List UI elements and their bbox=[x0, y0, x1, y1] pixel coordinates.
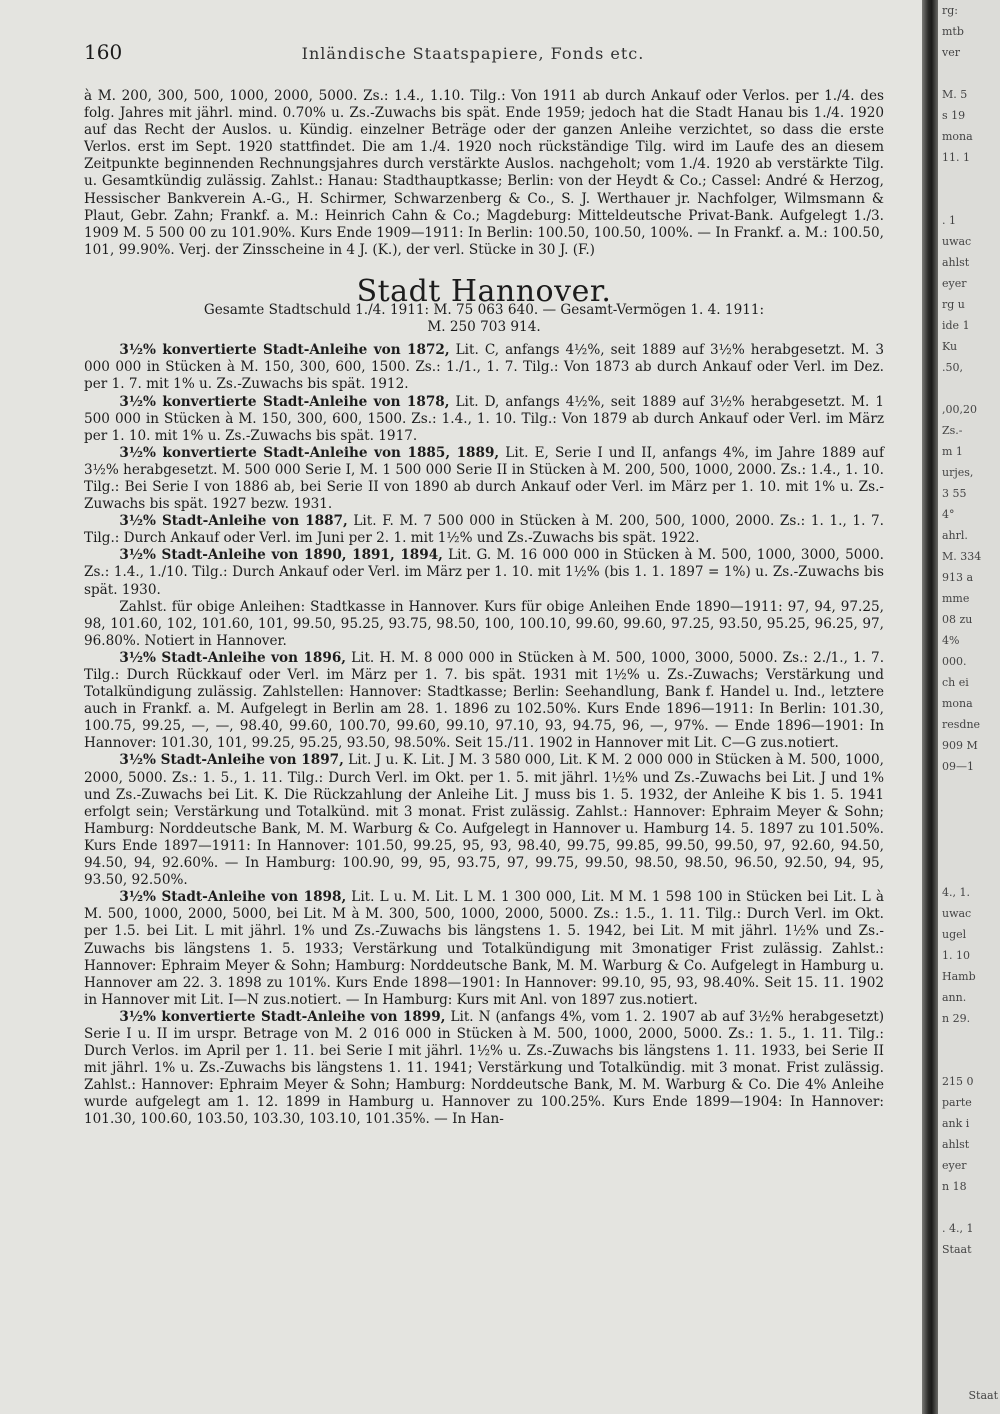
facing-page-fragment: ch ei bbox=[942, 676, 969, 689]
facing-page-fragment: ahlst bbox=[942, 256, 970, 269]
facing-page-fragment: mtb bbox=[942, 25, 964, 38]
running-head: Inländische Staatspapiere, Fonds etc. bbox=[301, 44, 645, 63]
facing-page-fragment bbox=[938, 1050, 1000, 1071]
bond-entry bbox=[84, 513, 884, 547]
facing-page-fragment: M. 334 bbox=[942, 550, 982, 563]
facing-page-fragment: n 29. bbox=[942, 1012, 971, 1025]
facing-page-fragment: rg: bbox=[942, 4, 959, 17]
bond-entry bbox=[84, 394, 884, 445]
facing-page-fragment: ide 1 bbox=[942, 319, 970, 332]
page-header bbox=[84, 40, 862, 68]
facing-page-fragment bbox=[938, 378, 1000, 399]
facing-page-fragment: 08 zu bbox=[942, 613, 973, 626]
bond-entry-body: Lit. L u. M. Lit. L M. 1 300 000, Lit. M M. 1 598 100 in Stücken bei Lit. L à M. 500, 1000, 2000, 5000, bei Lit. M à M. 300, 500, 1000, 2000, 5000. Zs.: 1.5., 1. 11. Tilg.: Durch Verl. im Okt. per 1.5. bei Lit. L mit jährl. 1% und Zs.-Zuwachs bis längstens 1. 5. 1942, bei Lit. M mit jährl. 1½% und Zs.-Zuwachs bis längstens 1. 5. 1933; Verstärkung und Totalkündigung mit 3monatiger Frist zulässig. Zahlst.: Hannover: Ephraim Meyer & Sohn; Hamburg: Norddeutsche Bank, M. M. Warburg & Co. Aufgelegt in Hamburg u. Hannover am 22. 3. 1898 zu 101%. Kurs Ende 1898—1901: In Hannover: 99.10, 95, 93, 98.40%. Seit 15. 11. 1902 in Hannover mit Lit. I—N zus.notiert. — In Hamburg: Kurs mit Anl. von 1897 zus.notiert. bbox=[84, 889, 885, 1008]
bond-entry-body: Lit. N (anfangs 4%, vom 1. 2. 1907 ab auf 3½% herabgesetzt) Serie I u. II im urspr. Betrage von M. 2 016 000 in Stücken à M. 500, 1000, 2000, 5000. Zs.: 1. 5., 1. 11. Tilg.: Durch Verlos. im April per 1. 11. bei Serie I mit jährl. 1½% u. Zs.-Zuwachs bis längstens 1. 11. 1933, bei Serie II mit jährl. 1% u. Zs.-Zuwachs bis längstens 1. 11. 1941; Verstärkung und Totalkündig. mit 3 monat. Frist zulässig. Zahlst.: Hannover: Ephraim Meyer & Sohn; Hamburg: Norddeutsche Bank, M. M. Warburg & Co. Die 4% Anleihe wurde aufgelegt am 1. 12. 1899 in Hamburg u. Hannover zu 100.25%. Kurs Ende 1899—1904: In Hannover: 101.30, 100.60, 103.50, 103.30, 103.10, 101.35%. — In Han- bbox=[84, 1008, 884, 1128]
facing-page-fragment: 000. bbox=[942, 655, 967, 668]
intro-paragraph: à M. 200, 300, 500, 1000, 2000, 5000. Zs.: 1.4., 1.10. Tilg.: Von 1911 ab durch Ankauf oder Verlos. per 1./4. des folg. Jahres mit jährl. mind. 0.70% u. Zs.-Zuwachs bis spät. Ende 1959; jedoch hat die Stadt Hanau bis 1./4. 1920 auf das Recht der Auslos. u. Kündig. einzelner Beträge oder der ganzen Anleihe verzichtet, so dass die erste Verlos. erst im Sept. 1920 stattfindet. Die am 1./4. 1920 noch rückständige Tilg. wird im Laufe des an diesem Zeitpunkte beginnenden Rechnungsjahres durch verstärkte Auslos. nachgeholt; vom 1./4. 1920 ab verstärkte Tilg. u. Gesamtkündig zulässig. Zahlst.: Hanau: Stadthauptkasse; Berlin: von der Heydt & Co.; Cassel: André & Herzog, Hessischer Bankverein A.-G., H. Schirmer, Schwarzenberg & Co., S. J. Werthauer jr. Nachfolger, Wilmsmann & Plaut, Gebr. Zahn; Frankf. a. M.: Heinrich Cahn & Co.; Magdeburg: Mitteldeutsche Privat-Bank. Aufgelegt 1./3. 1909 M. 5 500 00 zu 101.90%. Kurs Ende 1909—1911: In Berlin: 100.50, 100.50, 100%. — In Frankf. a. M.: 100.50, 101, 99.90%. Verj. der Zinsscheine in 4 J. (K.), der verl. Stücke in 30 J. (F.) bbox=[84, 88, 884, 258]
facing-page-fragment: rg u bbox=[942, 298, 965, 311]
facing-page-fragment: parte bbox=[942, 1096, 972, 1109]
bond-entry-heading: 3½% konvertierte Stadt-Anleihe von 1872, bbox=[119, 342, 450, 359]
facing-page-fragment: Staat bbox=[942, 1243, 972, 1256]
facing-page-fragment: m 1 bbox=[942, 445, 963, 458]
section-title: Stadt Hannover. bbox=[356, 273, 612, 309]
bond-entry-heading: 3½% Stadt-Anleihe von 1897, bbox=[119, 752, 344, 769]
bond-entry-body: Zahlst. für obige Anleihen: Stadtkasse in Hannover. Kurs für obige Anleihen Ende 1890—1911: 97, 94, 97.25, 98, 101.60, 102, 101.60, 101, 99.50, 95.25, 93.75, 98.50, 100, 100.10, 99.60, 99.60, 97.25, 93.50, 95.25, 96.25, 97, 96.80%. Notiert in Hannover. bbox=[84, 598, 884, 649]
facing-page-fragment: ann. bbox=[942, 991, 967, 1004]
facing-page-fragment: ugel bbox=[942, 928, 967, 941]
facing-page-fragment: . 4., 1 bbox=[942, 1222, 974, 1235]
facing-page-fragment bbox=[938, 861, 1000, 882]
bond-entries bbox=[84, 342, 884, 1128]
bond-entry-heading: 3½% konvertierte Stadt-Anleihe von 1899, bbox=[119, 1008, 446, 1025]
bond-entry-body: Lit. D, anfangs 4½%, seit 1889 auf 3½% herabgesetzt. M. 1 500 000 in Stücken à M. 150, 300, 600, 1500. Zs.: 1.4., 1. 10. Tilg.: Von 1879 ab durch Ankauf oder Verl. im März per 1. 10. mit 1% u. Zs.-Zuwachs bis spät. 1917. bbox=[84, 393, 884, 444]
facing-page-fragment: resdne bbox=[942, 718, 981, 731]
facing-page-fragment: Ku bbox=[942, 340, 958, 353]
facing-page-fragment: 4% bbox=[942, 634, 960, 647]
facing-page-fragment: uwac bbox=[942, 235, 972, 248]
bond-entry bbox=[84, 342, 884, 393]
facing-page-fragment bbox=[938, 798, 1000, 819]
facing-page-fragment: ahlst bbox=[942, 1138, 970, 1151]
page-number: 160 bbox=[84, 40, 123, 64]
facing-page-fragment: s 19 bbox=[942, 109, 966, 122]
bond-entry bbox=[84, 650, 884, 753]
facing-page-fragment: ahrl. bbox=[942, 529, 968, 542]
facing-page-fragment: eyer bbox=[942, 277, 967, 290]
bond-entry-body: Lit. J u. K. Lit. J M. 3 580 000, Lit. K M. 2 000 000 in Stücken à M. 500, 1000, 2000, 5000. Zs.: 1. 5., 1. 11. Tilg.: Durch Verl. im Okt. per 1. 5. mit jährl. 1½% und Zs.-Zuwachs bei Lit. J und 1% und Zs.-Zuwachs bei Lit. K. Die Rückzahlung der Anleihe Lit. J muss bis 1. 5. 1932, der Anleihe K bis 1. 5. 1941 erfolgt sein; Verstärkung und Totalkünd. mit 3 monat. Frist zulässig. Zahlst.: Hannover: Ephraim Meyer & Sohn; Hamburg: Norddeutsche Bank, M. M. Warburg & Co. Aufgelegt in Hannover u. Hamburg 14. 5. 1897 zu 101.50%. Kurs Ende 1897—1911: In Hannover: 101.50, 99.25, 95, 93, 98.40, 99.75, 99.85, 99.50, 99.50, 97, 92.60, 94.50, 94.50, 94, 92.60%. — In Hamburg: 100.90, 99, 95, 93.75, 97, 99.75, 99.50, 98.50, 98.50, 96.50, 92.50, 94, 95, 93.50, 92.50%. bbox=[84, 752, 885, 889]
facing-page-fragment: eyer bbox=[942, 1159, 967, 1172]
facing-page-fragment bbox=[938, 63, 1000, 84]
facing-page-fragment: mona bbox=[942, 697, 973, 710]
book-gutter bbox=[922, 0, 938, 1414]
facing-footer-word: Staat bbox=[968, 1389, 998, 1402]
facing-page-fragment: 11. 1 bbox=[942, 151, 970, 164]
facing-page-fragment: uwac bbox=[942, 907, 972, 920]
facing-page-fragment: 909 M bbox=[942, 739, 978, 752]
bond-entry bbox=[84, 889, 884, 1009]
bond-entry-heading: 3½% Stadt-Anleihe von 1898, bbox=[119, 889, 347, 906]
bond-entry-heading: 3½% Stadt-Anleihe von 1896, bbox=[119, 649, 347, 666]
facing-page-fragment: n 18 bbox=[942, 1180, 967, 1193]
bond-entry-heading: 3½% konvertierte Stadt-Anleihe von 1878, bbox=[119, 393, 450, 410]
facing-page-fragment: mme bbox=[942, 592, 970, 605]
bond-entry-heading: 3½% Stadt-Anleihe von 1890, 1891, 1894, bbox=[119, 547, 443, 564]
bond-entry bbox=[84, 1009, 884, 1129]
bond-entry-body: Lit. C, anfangs 4½%, seit 1889 auf 3½% herabgesetzt. M. 3 000 000 in Stücken à M. 150, 300, 600, 1500. Zs.: 1./1., 1. 7. Tilg.: Von 1873 ab durch Ankauf oder Verl. im Dez. per 1. 7. mit 1% u. Zs.-Zuwachs bis spät. 1912. bbox=[84, 342, 884, 393]
facing-page-fragment: ank i bbox=[942, 1117, 970, 1130]
bond-entry bbox=[84, 547, 884, 598]
main-text bbox=[84, 88, 884, 1129]
facing-page-fragment: 3 55 bbox=[942, 487, 967, 500]
facing-page-fragment: 913 a bbox=[942, 571, 974, 584]
facing-page-fragment bbox=[938, 1197, 1000, 1218]
facing-page-fragment: Zs.- bbox=[942, 424, 963, 437]
bond-entry bbox=[84, 599, 884, 650]
facing-page-fragment: ,00,20 bbox=[942, 403, 977, 416]
facing-page-fragment: 215 0 bbox=[942, 1075, 974, 1088]
bond-entry-body: Lit. G. M. 16 000 000 in Stücken à M. 500, 1000, 3000, 5000. Zs.: 1.4., 1./10. Tilg.: Durch Ankauf oder Verl. im März per 1. 10. mit 1½% (bis 1. 1. 1897 = 1%) u. Zs.-Zuwachs bis spät. 1930. bbox=[84, 547, 884, 598]
facing-page-fragment: mona bbox=[942, 130, 973, 143]
facing-page-fragment bbox=[938, 777, 1000, 798]
section-subtitle bbox=[84, 302, 884, 336]
facing-page-fragment: 4° bbox=[942, 508, 955, 521]
facing-page-fragment: 1. 10 bbox=[942, 949, 970, 962]
facing-page-fragment: urjes, bbox=[942, 466, 974, 479]
facing-page-fragment: 09—1 bbox=[942, 760, 974, 773]
bond-entry bbox=[84, 445, 884, 513]
section-subtitle-line: Gesamte Stadtschuld 1./4. 1911: M. 75 063 640. — Gesamt-Vermögen 1. 4. 1911: bbox=[203, 302, 765, 319]
bond-entry-body: Lit. F. M. 7 500 000 in Stücken à M. 200, 500, 1000, 2000. Zs.: 1. 1., 1. 7. Tilg.: Durch Ankauf oder Verl. im Juni per 2. 1. mit 1½% und Zs.-Zuwachs bis spät. 1922. bbox=[84, 513, 885, 547]
facing-page-fragment: ver bbox=[942, 46, 960, 59]
facing-page-fragment bbox=[938, 1029, 1000, 1050]
facing-page-fragment bbox=[938, 168, 1000, 189]
bond-entry-body: Lit. E, Serie I und II, anfangs 4%, im Jahre 1889 auf 3½% herabgesetzt. M. 500 000 Serie I, M. 1 500 000 Serie II in Stücken à M. 200, 500, 1000, 2000. Zs.: 1.4., 1. 10. Tilg.: Bei Serie I von 1886 ab, bei Serie II von 1890 ab durch Ankauf oder Verl. im März per 1. 10. mit 1% u. Zs.-Zuwachs bis spät. 1927 bezw. 1931. bbox=[84, 444, 884, 513]
facing-page-edge bbox=[938, 0, 1000, 1414]
section-subtitle-line: M. 250 703 914. bbox=[427, 319, 541, 336]
facing-page-fragment: Hamb bbox=[942, 970, 976, 983]
facing-page-fragment: M. 5 bbox=[942, 88, 968, 101]
facing-page-fragment bbox=[938, 840, 1000, 861]
bond-entry-heading: 3½% konvertierte Stadt-Anleihe von 1885, 1889, bbox=[119, 444, 500, 461]
facing-page-fragment: .50, bbox=[942, 361, 963, 374]
facing-page-fragment: 4., 1. bbox=[942, 886, 970, 899]
bond-entry-body: Lit. H. M. 8 000 000 in Stücken à M. 500, 1000, 3000, 5000. Zs.: 2./1., 1. 7. Tilg.: Durch Rückkauf oder Verl. im März per 1. 7. bis spät. 1931 mit 1½% u. Zs.-Zuwachs; Verstärkung und Totalkündigung zulässig. Zahlstellen: Hannover: Stadtkasse; Berlin: Seehandlung, Bank f. Handel u. Ind., letztere auch in Frankf. a. M. Aufgelegt in Berlin am 28. 1. 1896 zu 102.50%. Kurs Ende 1896—1911: In Berlin: 101.30, 100.75, 99.25, —, —, 98.40, 99.60, 100.70, 99.60, 99.10, 97.10, 93, 94.75, 96, —, 97%. — Ende 1896—1901: In Hannover: 101.30, 101, 99.25, 95.25, 93.50, 98.50%. Seit 15./11. 1902 in Hannover mit Lit. C—G zus.notiert. bbox=[84, 649, 885, 752]
bond-entry bbox=[84, 752, 884, 889]
facing-page-fragment bbox=[938, 819, 1000, 840]
bond-entry-heading: 3½% Stadt-Anleihe von 1887, bbox=[119, 513, 348, 530]
facing-page-fragment: . 1 bbox=[942, 214, 956, 227]
facing-page-fragment bbox=[938, 189, 1000, 210]
